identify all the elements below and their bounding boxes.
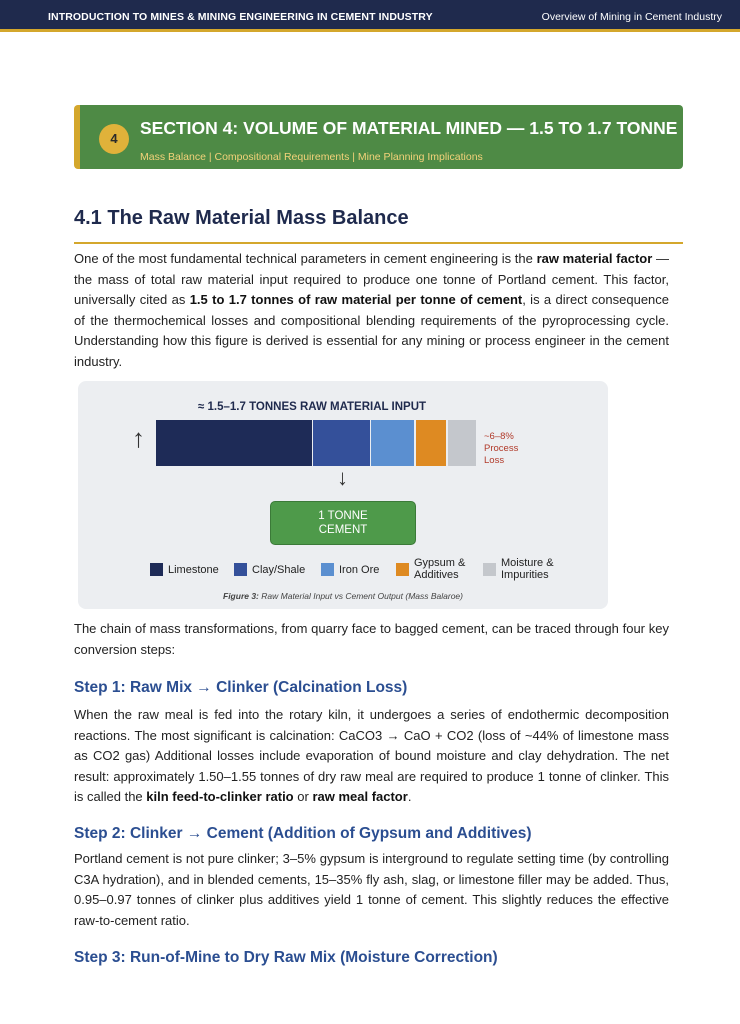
intro-text-2: — the mass of total raw material input required to produce one tonne of Portland cement. This factor, universally cited as: [74, 251, 669, 307]
subsection-heading: 4.1 The Raw Material Mass Balance: [74, 207, 409, 229]
legend-moisture-2: Impurities: [501, 569, 549, 581]
intro-bold-2: 1.5 to 1.7 tonnes of raw material per tonne of cement: [189, 292, 523, 307]
figure-title: ≈ 1.5–1.7 TONNES RAW MATERIAL INPUT: [198, 401, 427, 413]
header-section: Overview of Mining in Cement Industry: [541, 11, 722, 23]
intro-text-1: One of the most fundamental technical parameters in cement engineering is the: [74, 251, 537, 266]
step1-heading: Step 1: Raw Mix → Clinker (Calcination Loss): [74, 679, 408, 696]
bar-clay-shale: [313, 420, 370, 466]
bar-gypsum: [416, 420, 446, 466]
bar-iron-ore: [371, 420, 414, 466]
legend-moisture: [501, 557, 554, 581]
step1-bold-1: kiln feed-to-clinker ratio: [146, 789, 294, 804]
step2-paragraph: Portland cement is not pure clinker; 3–5% gypsum is interground to regulate setting time (by controlling C3A hydration), and in blended cements, 15–35% fly ash, slag, or limestone filler may be added. Thus, 0.95–0.97 tonnes of clinker plus additives yield 1 tonne of cement. This slightly reduces the effective raw-to-cement ratio.: [74, 851, 669, 928]
chain-paragraph: The chain of mass transformations, from quarry face to bagged cement, can be traced through four key conversion steps:: [74, 621, 669, 657]
bar-moisture: [448, 420, 476, 466]
cement-output-box: [270, 501, 416, 545]
step1-text-1: When the raw meal is fed into the rotary kiln, it undergoes a series of endothermic decomposition reactions. The most significant is calcination: CaCO3 → CaO + CO2 (loss of ~44% of limestone mass as CO2 gas) Additional losses include evaporation of bound moisture and clay dehydration. The net result: approximately 1.50–1.55 tonnes of dry raw meal are required to produce 1 tonne of clinker. This is called the: [74, 707, 669, 804]
figure-caption: [78, 591, 608, 601]
intro-text-3: , is a direct consequence of the thermochemical losses and compositional blending requirements of the pyroprocessing cycle. Understanding how this figure is derived is essential for any mining or process engineer in the cement industry.: [74, 292, 670, 369]
intro-paragraph: [74, 249, 669, 372]
legend-swatch-limestone: [150, 563, 163, 576]
loss-value: ~6–8%: [484, 431, 514, 442]
caption-text: Raw Material Input vs Cement Output (Mass Balaroe): [258, 591, 463, 601]
page-header: [0, 0, 740, 32]
legend-swatch-moisture: [483, 563, 496, 576]
step1-text-3: .: [407, 789, 412, 804]
legend-gypsum: [414, 557, 465, 581]
step3-heading: Step 3: Run-of-Mine to Dry Raw Mix (Moisture Correction): [74, 949, 498, 966]
intro-bold-1: raw material factor: [536, 251, 653, 266]
legend-swatch-iron: [321, 563, 334, 576]
output-line-2: CEMENT: [318, 524, 368, 536]
step1-paragraph: [74, 705, 669, 808]
section-banner: [74, 105, 683, 169]
legend-limestone: Limestone: [168, 564, 219, 576]
legend-gypsum-2: Additives: [414, 569, 459, 581]
section-title: SECTION 4: VOLUME OF MATERIAL MINED — 1.5 TO 1.7 TONNE: [140, 118, 678, 138]
loss-label-1: Process: [484, 443, 519, 454]
step1-text-2: or: [293, 789, 313, 804]
down-arrow-icon: ↓: [337, 465, 348, 490]
process-loss-label: [484, 431, 518, 467]
step2-heading: Step 2: Clinker → Cement (Addition of Gypsum and Additives): [74, 825, 532, 842]
section-subtitle: Mass Balance | Compositional Requirements | Mine Planning Implications: [140, 151, 483, 163]
bar-limestone: [156, 420, 312, 466]
legend-clay: Clay/Shale: [252, 564, 306, 576]
heading-divider: [74, 242, 683, 244]
legend-gypsum-1: Gypsum &: [414, 557, 466, 569]
up-arrow-icon: ↑: [132, 423, 145, 453]
loss-label-2: Loss: [484, 455, 505, 466]
legend-swatch-gypsum: [396, 563, 409, 576]
output-line-1: 1 TONNE: [318, 510, 368, 522]
header-title: INTRODUCTION TO MINES & MINING ENGINEERING IN CEMENT INDUSTRY: [48, 11, 433, 23]
mass-balance-figure: [78, 381, 608, 609]
caption-label: Figure 3:: [223, 591, 259, 601]
section-number-badge: 4: [99, 124, 129, 154]
legend-moisture-1: Moisture &: [501, 557, 554, 569]
legend-iron: Iron Ore: [339, 564, 380, 576]
legend-swatch-clay: [234, 563, 247, 576]
step1-bold-2: raw meal factor: [312, 789, 408, 804]
